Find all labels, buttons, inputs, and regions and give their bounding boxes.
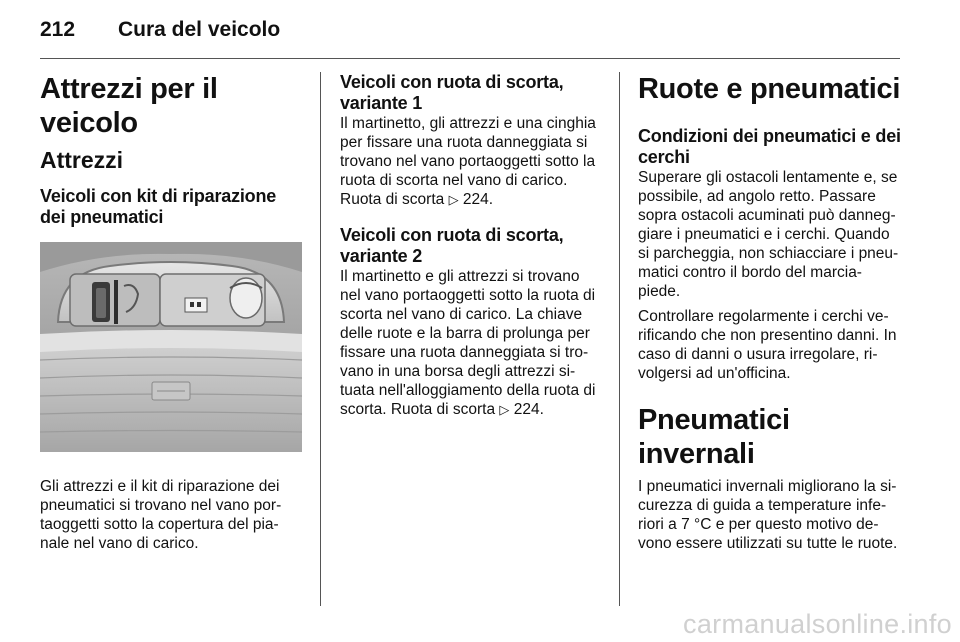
reference-page: 224.	[462, 191, 494, 208]
text-variant-2-body: Il martinetto e gli attrezzi si trovano nel vano portaoggetti sotto la ruota di scorta nel vano di carico. La chiave delle ruote e la barra di prolunga per fissare una ruota danneggiata si tro-vano in una borsa degli attrezzi si-tuata nell'alloggiamento della ruota di scorta.	[340, 268, 596, 418]
subsection-title: Attrezzi	[40, 147, 124, 173]
column-3	[638, 72, 902, 553]
triangle-arrow-icon: ▷	[448, 192, 459, 207]
reference-link-1[interactable]	[340, 190, 602, 209]
column-divider-1	[320, 72, 321, 606]
page-header	[40, 14, 900, 50]
heading-tyre-condition: Condizioni dei pneumatici e dei cerchi	[638, 126, 901, 167]
reference-link-2[interactable]	[391, 401, 544, 418]
column-2	[340, 72, 602, 419]
column-1	[40, 72, 302, 553]
heading-spare-wheel-variant-2: Veicoli con ruota di scorta, variante 2	[340, 225, 564, 266]
reference-label: Ruota di scorta	[390, 401, 496, 418]
section-title: Attrezzi per il veicolo	[40, 73, 218, 139]
cargo-compartment-photo	[40, 242, 302, 452]
triangle-arrow-icon: ▷	[499, 402, 510, 417]
running-title: Cura del veicolo	[118, 18, 281, 41]
text-variant-2	[340, 267, 602, 419]
heading-tyre-repair-kit: Veicoli con kit di riparazione dei pneumatici	[40, 186, 277, 227]
watermark: carmanualsonline.info	[683, 609, 952, 639]
text-rim-check: Controllare regolarmente i cerchi ve-rificando che non presentino danni. In caso di danni o usura irregolare, ri-volgersi ad un'officina.	[638, 308, 897, 382]
text-winter-tyres: I pneumatici invernali migliorano la si-curezza di guida a temperature infe-riori a 7 °C e per questo motivo de-vono essere utilizzati su tutte le ruote.	[638, 478, 898, 552]
photo-caption: Gli attrezzi e il kit di riparazione dei pneumatici si trovano nel vano por-taoggetti sotto la copertura del pia-nale nel vano di carico.	[40, 478, 282, 552]
text-tyre-condition: Superare gli ostacoli lentamente e, se possibile, ad angolo retto. Passare sopra ostacoli acuminati può danneg-giare i pneumatici e i cerchi. Quando si parcheggia, non schiacciare i pneu-matici contro il bordo del marcia-piede.	[638, 169, 899, 300]
heading-spare-wheel-variant-1: Veicoli con ruota di scorta, variante 1	[340, 72, 564, 113]
section-title-wheels: Ruote e pneumatici	[638, 73, 901, 105]
page-number: 212	[40, 18, 76, 41]
header-divider	[40, 58, 900, 59]
reference-label: Ruota di scorta	[340, 191, 445, 208]
reference-page: 224.	[513, 401, 544, 418]
section-title-winter-tyres: Pneumatici invernali	[638, 404, 790, 470]
column-divider-2	[619, 72, 620, 606]
text-variant-1: Il martinetto, gli attrezzi e una cinghia per fissare una ruota danneggiata si trovano nel vano portaoggetti sotto la ruota di scorta nel vano di carico.	[340, 115, 596, 189]
